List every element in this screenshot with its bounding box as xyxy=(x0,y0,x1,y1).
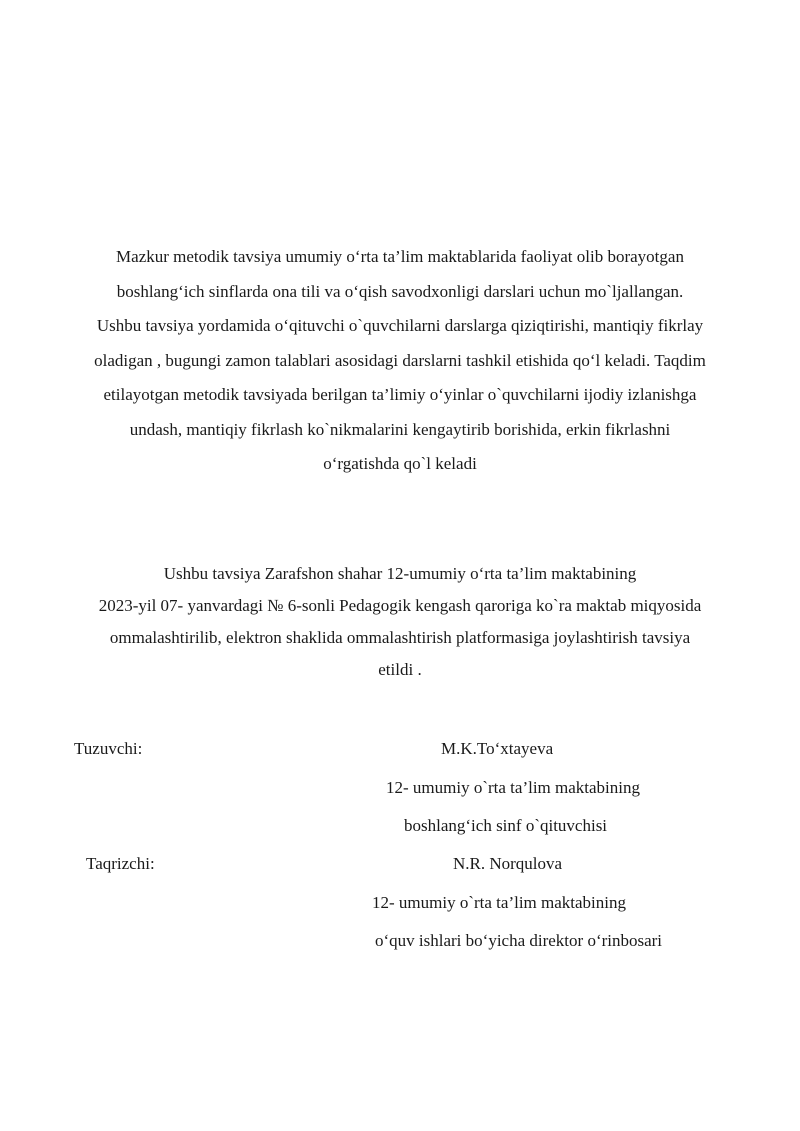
author-name: M.K.To‘xtayeva xyxy=(441,739,554,758)
reviewer-name: N.R. Norqulova xyxy=(453,854,563,873)
reviewer-position: o‘quv ishlari bo‘yicha direktor o‘rinbosari xyxy=(375,931,663,950)
intro-line: Ushbu tavsiya yordamida o‘qituvchi o`quvchilarni darslarga qiziqtirishi, mantiqiy fikrlay xyxy=(96,316,704,335)
intro-line: o‘rgatishda qo`l keladi xyxy=(323,454,477,473)
intro-line: etilayotgan metodik tavsiyada berilgan ta’limiy o‘yinlar o`quvchilarni ijodiy izlanishga xyxy=(103,385,697,404)
author-label: Tuzuvchi: xyxy=(74,739,143,758)
intro-line: oladigan , bugungi zamon talablari asosidagi darslarni tashkil etishida qo‘l keladi. Taqdim xyxy=(94,350,706,370)
author-school: 12- umumiy o`rta ta’lim maktabining xyxy=(386,778,641,797)
intro-line: boshlang‘ich sinflarda ona tili va o‘qish savodxonligi darslari uchun mo`ljallangan. xyxy=(116,281,684,301)
reviewer-label: Taqrizchi: xyxy=(86,854,155,873)
intro-paragraph xyxy=(50,240,750,482)
intro-line: undash, mantiqiy fikrlash ko`nikmalarini kengaytirib borishida, erkin fikrlashni xyxy=(129,419,671,439)
author-position: boshlang‘ich sinf o`qituvchisi xyxy=(404,816,608,835)
approval-line: ommalashtirilib, elektron shaklida ommalashtirish platformasiga joylashtirish tavsiya xyxy=(109,628,691,647)
approval-paragraph xyxy=(50,558,750,686)
intro-line: Mazkur metodik tavsiya umumiy o‘rta ta’lim maktablarida faoliyat olib borayotgan xyxy=(116,247,684,266)
approval-line: etildi . xyxy=(378,660,422,679)
approval-line: 2023-yil 07- yanvardagi № 6-sonli Pedagogik kengash qaroriga ko`ra maktab miqyosida xyxy=(98,596,702,615)
reviewer-school: 12- umumiy o`rta ta’lim maktabining xyxy=(372,893,627,912)
approval-line: Ushbu tavsiya Zarafshon shahar 12-umumiy o‘rta ta’lim maktabining xyxy=(163,564,637,583)
